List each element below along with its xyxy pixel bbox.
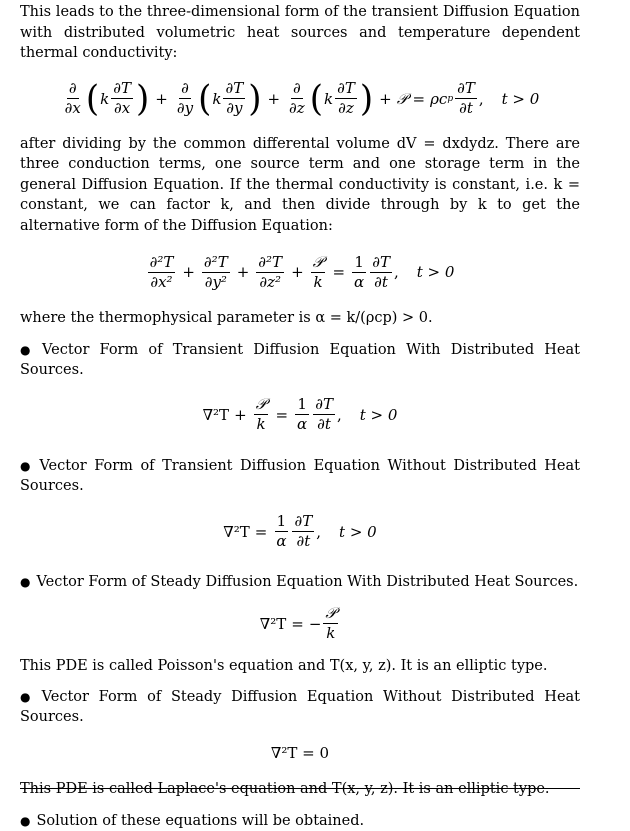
footer-rule	[20, 788, 580, 789]
bullet-steady-with-sources: ● Vector Form of Steady Diffusion Equation With Distributed Heat Sources.	[20, 573, 579, 590]
bullet-transient-with-sources: ● Vector Form of Transient Diffusion Equation With Distributed Heat Sources.	[20, 341, 580, 378]
bullet-steady-without-sources: ● Vector Form of Steady Diffusion Equation Without Distributed Heat Sources.	[20, 689, 580, 725]
laplace-text: This PDE is called Laplace's equation and T(x, y, z). It is an elliptic type.	[20, 781, 550, 797]
equation-vector-transient-without: ∇²T = $\frac{1}{\alpha}$ $\frac{\partial T}{\partial t}$ , t > 0	[223, 512, 377, 550]
bullet-icon: ●	[20, 813, 31, 828]
bullet-icon: ●	[20, 342, 37, 357]
equation-vector-transient-with: ∇²T + $\frac{\text{𝒫}}{k}$ = $\frac{1}{\alpha}$ $\frac{\partial T}{\partial t}$ , t > 0	[202, 395, 398, 433]
equation-poisson: ∇²T = − $\frac{\text{𝒫}}{k}$	[259, 604, 337, 642]
paragraph-thermophysical: where the thermophysical parameter is α = k/(ρcp) > 0.	[20, 310, 433, 326]
bullet-icon: ●	[20, 574, 31, 589]
bullet-solution: ● Solution of these equations will be obtained.	[20, 812, 365, 829]
bullet-transient-without-sources: ● Vector Form of Transient Diffusion Equation Without Distributed Heat Sources.	[20, 457, 580, 494]
equation-constant-k: $\frac{\text{∂²T}}{\text{∂x²}}$ + $\frac{\text{∂²T}}{\text{∂y²}}$ + $\frac{\text{∂²T}}{\text{∂z²}}$ + $\frac{\text{𝒫}}{k}$ = $\frac{1}{\alpha}$ $\frac{\partial T}{\partial t}$ , t > 0	[149, 252, 455, 291]
paragraph-dividing: after dividing by the common differental volume dV = dxdydz. There are three conduction terms, one source term and one storage term in the general Diffusion Equation. If the thermal conductivity is constant, i.e. k = constant, we can factor k, and then divide through by k to get the alternative form of the Diffusion Equation:	[20, 135, 580, 234]
bullet-icon: ●	[20, 690, 36, 704]
bullet-icon: ●	[20, 458, 34, 473]
document-page	[20, 2, 580, 831]
equation-general-diffusion: $\frac{\partial}{\partial x}$ ( k $\frac{\partial T}{\partial x}$ ) + $\frac{\partial}{\partial y}$ ( k $\frac{\partial T}{\partial y}$ ) + $\frac{\partial}{\partial z}$ ( k $\frac{\partial T}{\partial z}$ ) + 𝒫 = ρc p $\frac{\partial T}{\partial t}$ , t > 0	[64, 77, 540, 120]
intro-paragraph: This leads to the three-dimensional form of the transient Diffusion Equation with distributed volumetric heat sources and temperature dependent thermal conductivity:	[20, 4, 580, 61]
equation-laplace: ∇²T = 0	[270, 744, 330, 762]
poisson-text: This PDE is called Poisson's equation and T(x, y, z). It is an elliptic type.	[20, 657, 548, 674]
